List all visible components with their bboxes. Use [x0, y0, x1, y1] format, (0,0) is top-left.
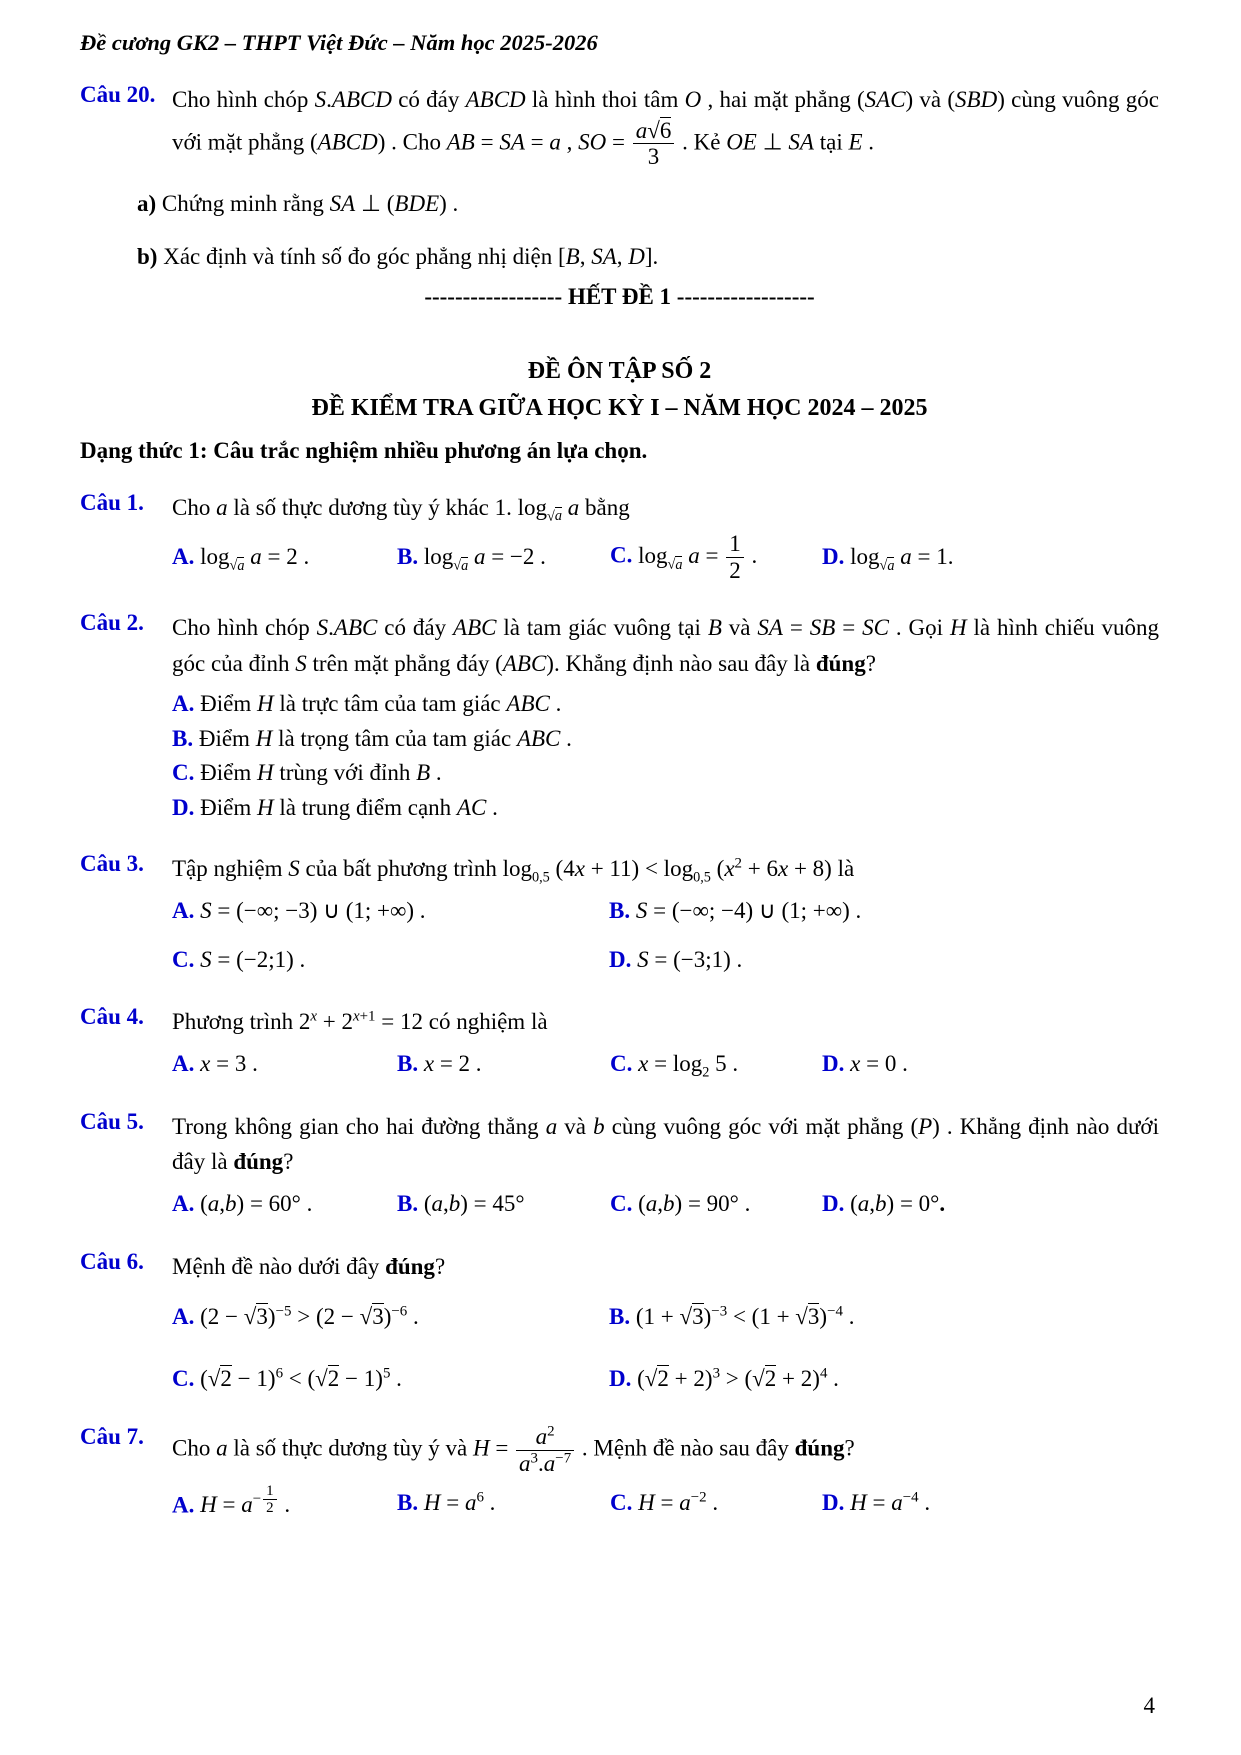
option-letter: A. — [172, 1303, 195, 1329]
answer-option — [172, 893, 609, 930]
option-letter: C. — [172, 760, 195, 786]
option-text: Điểm H trùng với đỉnh B . — [200, 760, 442, 786]
page-number: 4 — [1143, 1693, 1155, 1718]
question-number: Câu 2. — [80, 609, 144, 635]
question — [80, 1424, 1159, 1524]
answer-options — [172, 1483, 1159, 1524]
option-text: $H = a^{-4}$ . — [850, 1489, 931, 1515]
option-text: (a,b) = 90° . — [638, 1191, 751, 1217]
question — [80, 490, 1159, 584]
question-text: Cho a là số thực dương tùy ý khác 1. $\log_{√a} a$ bằng — [172, 494, 630, 525]
document-header: Đề cương GK2 – THPT Việt Đức – Năm học 2025-2026 — [80, 30, 598, 55]
option-letter: B. — [397, 1191, 419, 1217]
option-text: S = (−∞; −3) ∪ (1; +∞) . — [200, 897, 426, 923]
option-text: S = (−2;1) . — [200, 946, 306, 972]
answer-option — [172, 722, 1159, 757]
option-text: $\log_{√a} a = 2$ . — [200, 544, 310, 574]
option-letter: B. — [609, 897, 631, 923]
question-text: Cho hình chóp S.ABC có đáy ABC là tam giác vuông tại B và SA = SB = SC . Gọi H là hình chiếu vuông góc của đỉnh S trên mặt phẳng đáy (ABC). Khẳng định nào sau đây là đúng? — [172, 614, 1160, 676]
option-text: $x = \log_2 5$ . — [638, 1051, 739, 1081]
option-text: $H = a^6$ . — [423, 1489, 496, 1515]
option-text: Điểm H là trung điểm cạnh AC . — [200, 794, 498, 820]
option-text: $(2 - √3)^{-5} > (2 - √3)^{-6}$ . — [200, 1302, 419, 1329]
option-letter: A. — [172, 1491, 195, 1517]
question-text: Tập nghiệm S của bất phương trình $\log_{0,5} (4x + 11) < \log_{0,5} (x^2 + 6x + 8)$ là — [172, 855, 855, 886]
option-letter: A. — [172, 1051, 195, 1077]
question — [80, 610, 1159, 825]
option-text: $H = a^{-2}$ . — [638, 1489, 719, 1515]
answer-option — [172, 1299, 609, 1336]
question-number: Câu 3. — [80, 851, 144, 877]
question — [80, 1004, 1159, 1082]
answer-option — [172, 539, 397, 576]
answer-option — [822, 539, 1159, 576]
answer-option — [609, 893, 1159, 930]
option-letter: A. — [172, 897, 195, 923]
question-20-text: Cho hình chóp S.ABCD có đáy ABCD là hình thoi tâm O , hai mặt phẳng (SAC) và (SBD) cùng vuông góc với mặt phẳng (ABCD) . Cho AB = SA = a , SO = $\frac{a√6}{3}$ . Kẻ OE ⊥ SA tại E . — [172, 87, 1160, 170]
answer-option — [172, 791, 1159, 826]
answer-option — [822, 1186, 1159, 1223]
option-text: x = 3 . — [200, 1051, 258, 1077]
question — [80, 1249, 1159, 1398]
answer-option — [609, 1361, 1159, 1398]
option-letter: D. — [822, 544, 845, 570]
question — [80, 851, 1159, 978]
question-list — [80, 490, 1159, 1524]
option-text: x = 2 . — [423, 1051, 482, 1077]
option-text: (a,b) = 45° — [423, 1191, 525, 1217]
question-number: Câu 1. — [80, 489, 144, 515]
option-letter: B. — [397, 1489, 419, 1515]
end-of-test-1-divider: ------------------ HẾT ĐỀ 1 ------------------ — [424, 283, 815, 309]
option-letter: A. — [172, 1191, 195, 1217]
question-number: Câu 6. — [80, 1248, 144, 1274]
question-20 — [80, 82, 1159, 170]
answer-option — [172, 1361, 609, 1398]
option-letter: D. — [822, 1051, 845, 1077]
option-letter: D. — [172, 794, 195, 820]
option-text: $(√2 - 1)^6 < (√2 - 1)^5$ . — [200, 1365, 402, 1392]
option-text: $\log_{√a} a$ = $\frac{1}{2}$ . — [638, 531, 758, 584]
answer-option — [610, 531, 822, 584]
option-letter: C. — [610, 542, 633, 568]
option-text: $\log_{√a} a = 1$. — [850, 544, 954, 574]
practice-test-title: ĐỀ ÔN TẬP SỐ 2 — [527, 357, 712, 384]
option-letter: D. — [822, 1191, 845, 1217]
answer-option — [822, 1046, 1159, 1083]
option-text: Điểm H là trực tâm của tam giác ABC . — [200, 691, 562, 717]
option-letter: C. — [172, 1366, 195, 1392]
option-text: $\log_{√a} a = -2$ . — [423, 544, 546, 574]
question-number: Câu 7. — [80, 1424, 144, 1450]
option-letter: C. — [610, 1051, 633, 1077]
answer-option — [172, 756, 1159, 791]
option-text: (a,b) = 60° . — [200, 1191, 313, 1217]
format-heading: Dạng thức 1: Câu trắc nghiệm nhiều phương án lựa chọn. — [80, 437, 648, 463]
option-letter: A. — [172, 691, 195, 717]
question-text: Trong không gian cho hai đường thẳng a và b cùng vuông góc với mặt phẳng (P) . Khẳng định nào dưới đây là đúng? — [172, 1113, 1159, 1175]
answer-option — [609, 1299, 1159, 1336]
option-letter: D. — [609, 946, 632, 972]
option-letter: C. — [172, 946, 195, 972]
answer-option — [397, 539, 610, 576]
option-letter: B. — [397, 1051, 419, 1077]
option-letter: D. — [822, 1489, 845, 1515]
answer-option — [172, 942, 609, 979]
question-text: Phương trình $2^x + 2^{x+1} = 12$ có nghiệm là — [172, 1008, 548, 1035]
answer-option — [172, 1046, 397, 1083]
answer-option — [610, 1485, 822, 1522]
answer-options — [172, 531, 1159, 584]
question-number: Câu 4. — [80, 1004, 144, 1030]
answer-option — [397, 1186, 610, 1223]
question-text: Cho a là số thực dương tùy ý và H = $\frac{a^2}{a^3.a^{-7}}$ . Mệnh đề nào sau đây đúng? — [172, 1423, 855, 1476]
answer-option — [172, 1483, 397, 1524]
question-text: Mệnh đề nào dưới đây đúng? — [172, 1253, 446, 1279]
answer-options — [172, 893, 1159, 979]
answer-options — [172, 687, 1159, 825]
option-text: x = 0 . — [850, 1051, 908, 1077]
answer-option — [172, 687, 1159, 722]
option-text: S = (−∞; −4) ∪ (1; +∞) . — [635, 897, 862, 923]
answer-option — [172, 1186, 397, 1223]
answer-options — [172, 1046, 1159, 1083]
answer-options — [172, 1186, 1159, 1223]
option-letter: C. — [610, 1489, 633, 1515]
question-20-number: Câu 20. — [80, 82, 156, 107]
option-text: $H = a^{- \frac{1}{2}}$ . — [200, 1482, 291, 1517]
option-letter: A. — [172, 544, 195, 570]
option-letter: C. — [610, 1191, 633, 1217]
option-text: $(√2 + 2)^3 > (√2 + 2)^4$ . — [637, 1365, 839, 1392]
answer-option — [610, 1046, 822, 1083]
exam-title: ĐỀ KIỂM TRA GIỮA HỌC KỲ I – NĂM HỌC 2024 – 2025 — [311, 394, 928, 421]
option-letter: D. — [609, 1366, 632, 1392]
question — [80, 1109, 1159, 1223]
option-text: Điểm H là trọng tâm của tam giác ABC . — [198, 725, 572, 751]
option-letter: B. — [609, 1303, 631, 1329]
answer-option — [610, 1186, 822, 1223]
question-20-part-a: a) Chứng minh rằng SA ⊥ (BDE) . — [137, 191, 459, 217]
option-text: $(1 + √3)^{-3} < (1 + √3)^{-4}$ . — [635, 1302, 855, 1329]
option-letter: B. — [397, 544, 419, 570]
answer-option — [822, 1485, 1159, 1522]
question-number: Câu 5. — [80, 1108, 144, 1134]
option-letter: B. — [172, 725, 194, 751]
question-20-part-b: b) Xác định và tính số đo góc phẳng nhị diện [B, SA, D]. — [137, 243, 659, 269]
answer-option — [397, 1485, 610, 1522]
option-text: S = (−3;1) . — [637, 946, 743, 972]
answer-options — [172, 1299, 1159, 1399]
option-text: (a,b) = 0°. — [850, 1191, 946, 1217]
answer-option — [397, 1046, 610, 1083]
answer-option — [609, 942, 1159, 979]
